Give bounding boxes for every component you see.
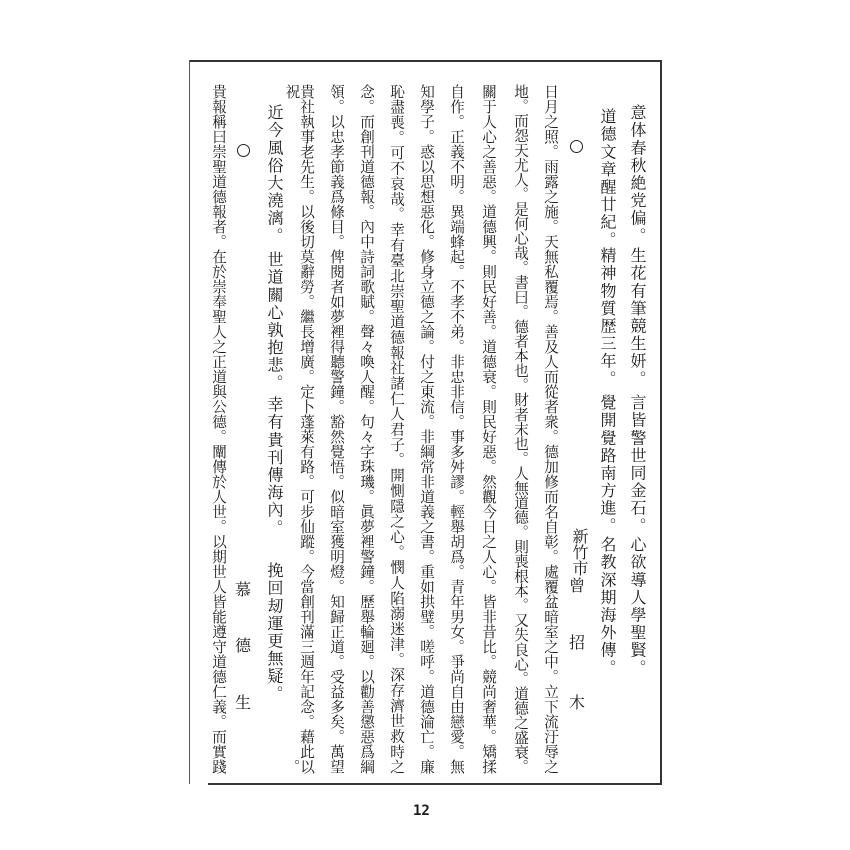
prose-column: 知學子。惑以思想惡化。修身立德之論。付之東流。非綱常非道義之書。重如拱璧。嗟呼。道德淪亡。廉 — [418, 84, 435, 774]
verse-top-line2-phrase2: 精神物質歴三年。 — [598, 247, 617, 388]
page-number: 12 — [413, 803, 430, 819]
verse-top-line1-phrase1: 意体春秋絶党偏。 — [628, 104, 647, 245]
author-name-char: 招 — [568, 633, 585, 652]
verse-bottom-phrase1: 近今風俗大澆漓。 — [265, 104, 284, 245]
verse-top-line1-phrase2: 生花有筆競生妍。 — [628, 247, 647, 388]
verse-top-line1-phrase3: 言皆警世同金石。 — [628, 394, 647, 535]
frame-border-top — [190, 60, 662, 62]
prose-column: 關于人心之善惡。道德興。則民好善。道德衰。則民好惡。然觀今日之人心。皆非昔比。競尚奢華。矯揉 — [480, 84, 497, 774]
verse-bottom-phrase3: 幸有貴刊傳海內。 — [265, 396, 284, 537]
verse-bottom-phrase4: 挽回刼運更無疑。 — [265, 562, 284, 703]
author-name-char: 曾 — [568, 576, 585, 595]
prose-column: 日月之照。雨露之施。天無私覆焉。善及人而從者衆。德加修而名自彰。處覆盆暗室之中。立下流汙辱之 — [542, 84, 559, 774]
section-marker-circle-icon — [570, 140, 583, 153]
verse-top-line2-phrase3: 覺開覺路南方進。 — [598, 394, 617, 535]
prose-column: 地。而怨天尤人。是何心哉。書曰。德者本也。財者末也。人無道德。則喪根本。又失良心。道德之盛衰。 — [512, 84, 529, 774]
prose-column: 念。而創刊道德報。內中詩詞歌賦。聲々喚人醒。句々字珠璣。眞夢裡警鐘。歷舉輪廻。以勸善懲惡爲綱 — [358, 84, 375, 774]
verse-top-line1-phrase4: 心欲導人學聖賢。 — [628, 536, 647, 677]
author2-char: 德 — [234, 636, 251, 655]
section-marker-circle-icon — [237, 144, 250, 157]
prose-column: 恥盡喪。可不哀哉。幸有臺北崇聖道德報社諸仁人君子。開惻隱之心。憫人陷溺迷津。深存濟世救時之 — [388, 84, 405, 774]
verse-top-line2-phrase1: 道德文章醒廿紀。 — [598, 108, 617, 249]
prose-column: 領。以忠孝節義爲條目。俾閱者如夢裡得聽警鐘。豁然覺悟。似暗室獲明燈。知歸正道。受益多矣。萬望 — [328, 84, 345, 774]
frame-border-left — [189, 60, 190, 784]
author-place: 新竹市 — [570, 528, 589, 576]
verse-bottom-phrase2: 世道關心孰抱悲。 — [265, 251, 284, 392]
frame-border-right — [660, 60, 662, 783]
verse-top-line2-phrase4: 名教深期海外傳。 — [598, 536, 617, 677]
closing-prose-column: 貴報稱曰崇聖道德報者。在於崇奉聖人之正道與公德。闡傳於人世。以期世人皆能遵守道德仁義。而實踐 — [210, 84, 227, 774]
prose-column: 自作。正義不明。異端蜂起。不孝不弟。非忠非信。事多舛謬。輕舉胡爲。青年男女。爭尚自由戀愛。無 — [448, 84, 465, 774]
author2-char: 慕 — [234, 580, 251, 599]
frame-border-bottom — [208, 783, 662, 785]
prose-column: 貴社執事老先生。以後切莫辭勞。繼長增廣。定卜蓬萊有路。可步仙蹤。今當創刊滿三週年記念。藉此以祝。 — [283, 84, 315, 774]
author-name-char: 木 — [568, 693, 585, 712]
author2-char: 生 — [234, 693, 251, 712]
